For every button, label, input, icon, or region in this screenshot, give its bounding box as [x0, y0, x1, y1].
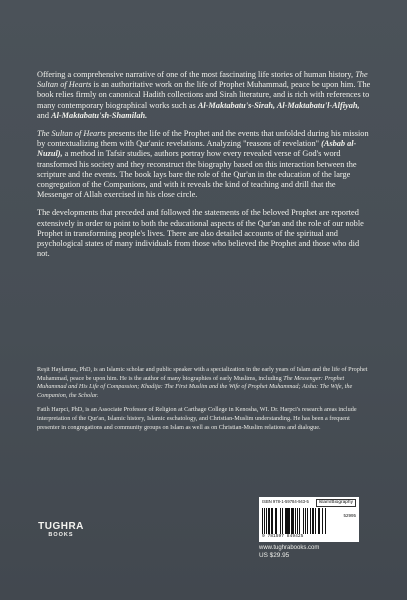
publisher-url: www.tughrabooks.com: [259, 545, 320, 551]
description-paragraph-1: [37, 70, 371, 121]
isbn-number: ISBN 978-1-59784-943-5: [262, 499, 309, 504]
barcode: [262, 508, 356, 534]
author-bios: [37, 366, 371, 438]
text: Offering a comprehensive narrative of one of the most fascinating life stories of human history,: [37, 70, 356, 79]
category-label: Islam/Biography: [316, 499, 356, 507]
description-paragraph-3: The developments that preceded and followed the statements of the beloved Prophet are reported extensively in order to point to both the educational aspects of the Qur'an and the role of our noble Prophet in transforming people's lives. There are also detailed accounts of the spiritual and psychological states of many individuals from those who believed the Prophet and those who did not.: [37, 208, 364, 259]
work-titles: Al-Maktabatu's-Sirah, Al-Maktabatu'l-Alfiyah,: [197, 100, 360, 110]
text: Reşit Haylamaz, PhD, is an Islamic scholar and public speaker with a specialization in the early years of Islam and the life of Prophet Muhammad, peace be upon him. He is the author of many biographies of early Muslims, including: [37, 366, 368, 382]
text: a method in Tafsir studies, authors portray how every revealed verse of God's word transformed his society and they reconstruct the biography based on this interaction between the scripture and the events. The book lays bare the role of the Qur'an in the education of the large congregation of the Companions, and with it reveals the kind of teaching and drill that the Messenger of Allah exercised in his close circle.: [37, 149, 357, 200]
description-paragraph-2: [37, 129, 371, 200]
author-bio-2: Fatih Harpci, PhD, is an Associate Professor of Religion at Carthage College in Kenosha, WI. Dr. Harpci's research areas include interpretation of the Qur'an, Islamic history, Islamic eschatology, and Christian-Muslim understanding. He has been a frequent presenter in congregations and community groups on Islam as well as on Christian-Muslim relations and dialogue.: [37, 406, 357, 431]
barcode-number: 9 781597 849425: [262, 534, 304, 539]
price: US $29.95: [259, 552, 290, 559]
supplement-code: 52995: [343, 513, 356, 518]
term: (Asbab al-Nuzul),: [37, 139, 357, 159]
logo-line-1: TUGHRA: [38, 521, 84, 532]
text: is an authoritative work on the life of Prophet Muhammad, peace be upon him. The book relies firmly on canonical Hadith collections and Sirah literature, and is rich with references to many contemporary biographical works such as: [37, 80, 371, 110]
book-titles: The Messenger: Prophet Muhammad and His Life of Compassion; Khadija: The First Muslim and the Wife of Prophet Muhammad; Aisha: The Wife, the Companion, the Scholar.: [37, 374, 353, 399]
book-title: The Sultan of Hearts: [37, 129, 106, 139]
work-titles: Al-Maktabatu'sh-Shamilah.: [51, 110, 148, 120]
author-bio-1: [37, 366, 371, 400]
text: presents the life of the Prophet and the events that unfolded during his mission by contextualizing them with Qur'anic revelations. Analyzing "reasons of revelation": [37, 129, 369, 149]
barcode-digits: [262, 534, 356, 540]
isbn-area: [259, 497, 359, 559]
logo-line-2: BOOKS: [48, 532, 74, 538]
text: and: [37, 110, 52, 120]
barcode-box: [259, 497, 359, 542]
barcode-gap: [326, 508, 327, 534]
description-block: [37, 70, 371, 267]
publisher-logo: [38, 521, 84, 539]
book-title: The Sultan of Hearts: [37, 70, 368, 90]
